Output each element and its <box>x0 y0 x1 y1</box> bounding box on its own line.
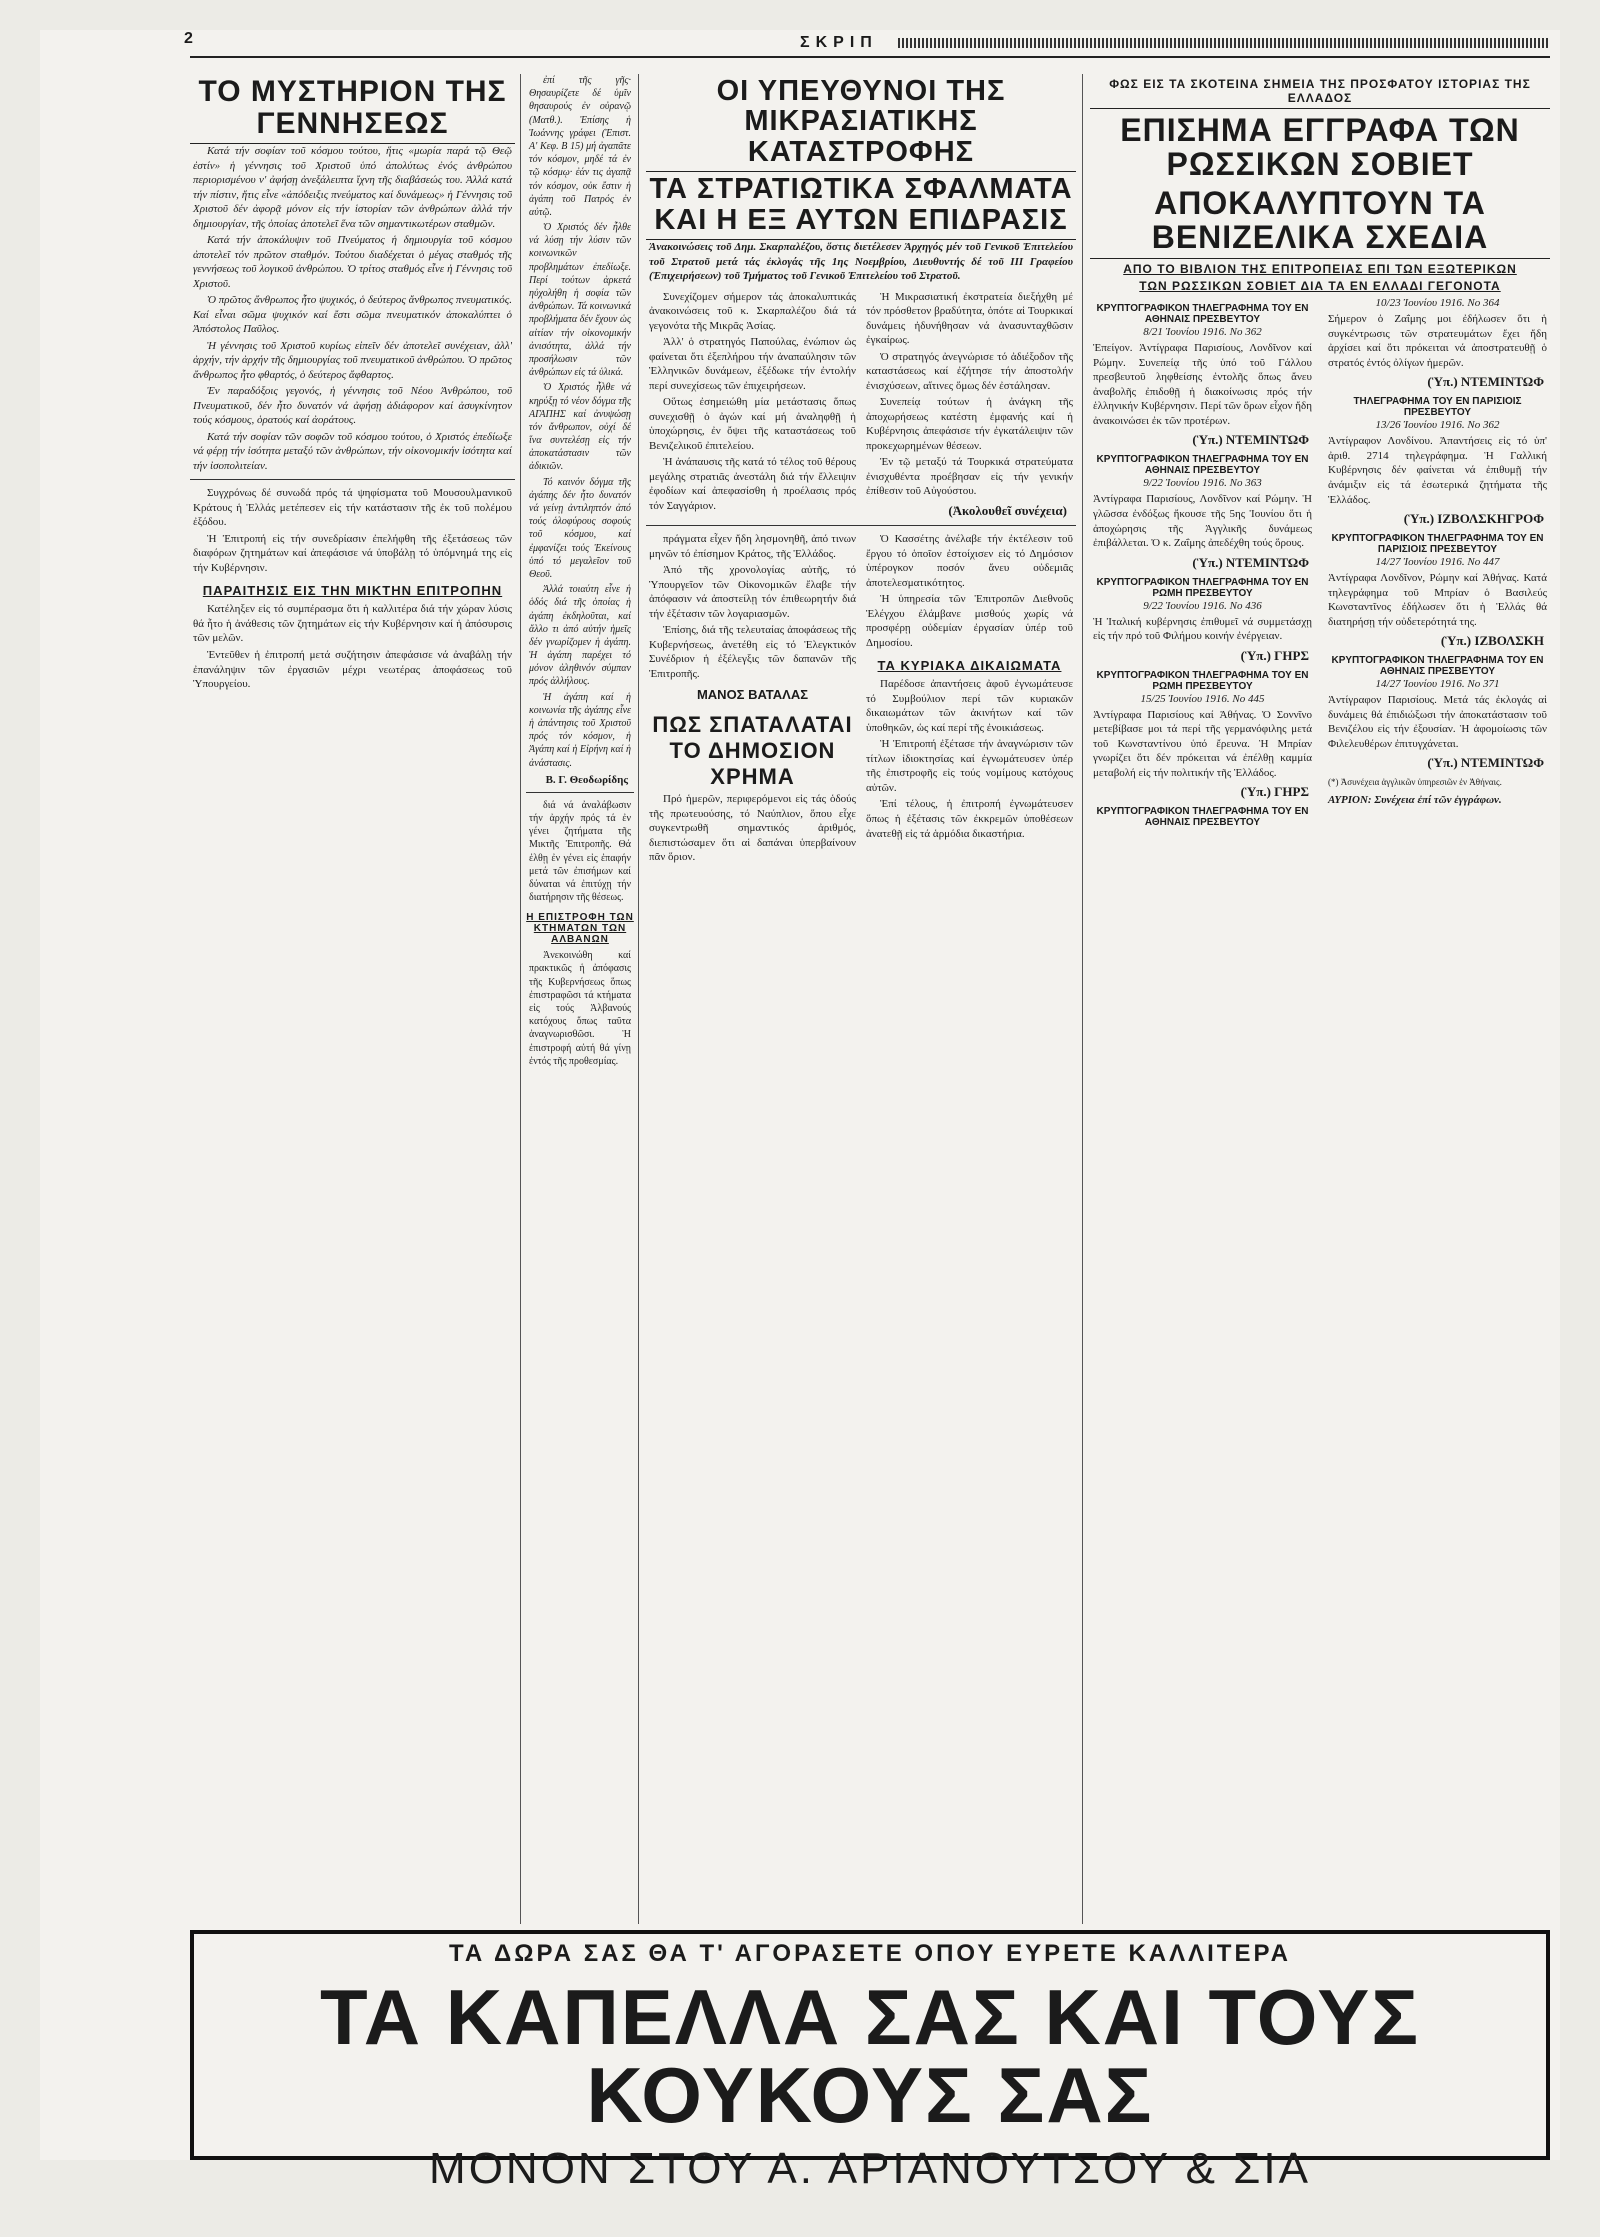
paragraph: Ὁ στρατηγός ἀνεγνώρισε τό ἀδιέξοδον τῆς καταστάσεως καί ἐζήτησε τήν ἀποστολήν ἐνισχύσεων, αἵτινες ὅμως δέν ἐστάλησαν. <box>866 350 1073 392</box>
paragraph: Κατά τήν σοφίαν τῶν σοφῶν τοῦ κόσμου τούτου, ὁ Χριστός ἐπεδίωξε νά φέρῃ τήν ἰσότητα μεταξύ τῶν ἀνθρώπων, τήν οἰκονομικήν ἰσότητα καί τήν ἰσοπολιτείαν. <box>193 430 512 472</box>
article-mystery-of-nativity <box>190 74 515 1924</box>
tomorrow-note: ΑΥΡΙΟΝ: Συνέχεια ἐπί τῶν ἐγγράφων. <box>1328 794 1502 807</box>
cable-signature: (Ὑπ.) ΙΖΒΟΛΣΚΗΓΡΟΦ <box>1403 511 1544 527</box>
footnote: (*) Ἀσυνέχεια ἀγγλικῶν ὑπηρεσιῶν ἐν Ἀθήναις. <box>1328 777 1502 788</box>
divider <box>190 479 515 480</box>
ad-main-text: ΤΑ ΚΑΠΕΛΛΑ ΣΑΣ ΚΑΙ ΤΟΥΣ ΚΟΥΚΟΥΣ ΣΑΣ <box>319 1973 1421 2139</box>
masthead <box>184 30 1550 58</box>
divider <box>526 792 634 793</box>
paragraph: Ἀλλά τοιαύτη εἶνε ἡ ὁδός διά τῆς ὁποίας ἡ ἀγάπη ἐκδηλοῦται, καί ἄλλο τι ἀπό αὐτήν ἡμεῖς δέν γνωρίζομεν ἡ ἀγάπη. Ἡ ἀγάπη παρέχει τό μόνον ἀληθινόν σύμπαν πρός ἀλλήλους. <box>529 584 631 688</box>
column-rule <box>1082 74 1083 1924</box>
cable <box>1090 454 1315 570</box>
paragraph: Ἡ Μικρασιατική ἐκστρατεία διεξήχθη μέ τόν πρόσθετον βραδύτητα, ὁπότε αἱ Τουρκικαί δυνάμεις ἠδυνήθησαν νά ἀνασυνταχθῶσιν ἐγκαίρως. <box>866 290 1073 347</box>
article-body <box>529 949 631 1068</box>
newspaper-page <box>40 30 1560 2193</box>
cable-date: 9/22 Ἰουνίου 1916. Νο 436 <box>1143 599 1262 612</box>
article-kicker: ΦΩΣ ΕΙΣ ΤΑ ΣΚΟΤΕΙΝΑ ΣΗΜΕΙΑ ΤΗΣ ΠΡΟΣΦΑΤΟΥ ΙΣΤΟΡΙΑΣ ΤΗΣ ΕΛΛΑΔΟΣ <box>1090 77 1550 109</box>
paragraph: διά νά ἀναλάβωσιν τήν ἀρχήν πρός τά ἐν γένει ζητήματα τῆς Μικτῆς Ἐπιτροπῆς. Θά ἐλθῃ ἐν γένει εἰς ἐπαφήν μετά τῶν ἐπισήμων καί δύναται νά ἐπιτύχῃ τήν διατήρησιν τῆς θέσεως. <box>529 799 631 904</box>
cable-signature: (Ὑπ.) ΙΖΒΟΛΣΚΗ <box>1440 633 1544 649</box>
paragraph: Οὕτως ἐσημειώθη μία μετάστασις ὅπως συνεχισθῇ ὁ ἀγών καί μή ἀναληφθῇ ἡ ὑποχώρησις, ἐν ὄψει τῆς καταστάσεως τοῦ Βενιζελικοῦ ἐπιτελείου. <box>649 396 856 452</box>
cable-text: Ἀντίγραφον Παρισίους. Μετά τάς ἐκλογάς αἱ δυνάμεις θά ἐπιδιώξωσι τήν ἀποκατάστασιν τοῦ Βενιζέλου εἰς τήν ἐξουσίαν. Ἡ ἀφομοίωσις τῶν Φιλελευθέρων ἐπιτυγχάνεται. <box>1328 694 1547 750</box>
cable-signature: (Ὑπ.) ΝΤΕΜΙΝΤΩΦ <box>1427 755 1544 771</box>
paragraph: Συνεπείᾳ τούτων ἡ ἀνάγκη τῆς ἀποχωρήσεως κατέστη ἐμφανής καί ἡ Κυβέρνησις ἀπεφάσισε τήν ἐγκατάλειψιν τῶν προκεχωρημένων θέσεων. <box>866 396 1073 452</box>
paragraph: Παρέδοσε ἀπαντήσεις ἀφοῦ ἐγνωμάτευσε τό Συμβούλιον περί τῶν κυριακῶν δικαιωμάτων τῶν ἀκινήτων καί τῶν ὑποθηκῶν, ὡς καί περί τῆς ἐνοικιάσεως. <box>866 678 1073 734</box>
section-headline: Η ΕΠΙΣΤΡΟΦΗ ΤΩΝ ΚΤΗΜΑΤΩΝ ΤΩΝ ΑΛΒΑΝΩΝ <box>526 912 634 946</box>
cable-signature: (Ὑπ.) ΝΤΕΜΙΝΤΩΦ <box>1192 554 1309 570</box>
cable-date: 14/27 Ἰουνίου 1916. Νο 371 <box>1375 678 1500 691</box>
article-headline: ΟΙ ΥΠΕΥΘΥΝΟΙ ΤΗΣ ΜΙΚΡΑΣΙΑΤΙΚΗΣ ΚΑΤΑΣΤΡΟΦΗΣ <box>646 74 1076 172</box>
article-headline: ΤΟ ΜΥΣΤΗΡΙΟΝ ΤΗΣ ΓΕΝΝΗΣΕΩΣ <box>190 74 515 144</box>
article-body <box>529 799 631 905</box>
paragraph: Ἡ ἀνάπαυσις τῆς κατά τό τέλος τοῦ θέρους μεγάλης στρατιᾶς ἀνεστάλη διά τήν ἔλλειψιν ἐφοδίων καί ἀπεφασίσθη ἡ προέλασις πρός τόν Σαγγάριον. <box>649 456 856 512</box>
cable-title: ΚΡΥΠΤΟΓΡΑΦΙΚΟΝ ΤΗΛΕΓΡΑΦΗΜΑ ΤΟΥ ΕΝ ΑΘΗΝΑΙΣ ΠΡΕΣΒΕΥΤΟΥ <box>1096 303 1309 326</box>
paragraph: Ἀπό τῆς χρονολογίας αὐτῆς, τό Ὑπουργεῖον τῶν Οἰκονομικῶν ἔλαβε τήν ἀπόφασιν νά ἀποστείλῃ τόν ἐπιθεωρητήν διά τήν ἐξέτασιν τῶν λογαριασμῶν. <box>649 564 856 620</box>
cable-text: Ἐπείγον. Ἀντίγραφα Παρισίους, Λονδῖνον καί Ρώμην. Συνεπείᾳ τῆς ὑπό τοῦ Γάλλου πρεσβευτοῦ ληφθείσης ἐντολῆς ὅπως ἄνευ ἀναβολῆς ἐπιδοθῇ ἡ διακοίνωσις πρός τήν ἑλληνικήν Κυβέρνησιν. Περί τῶν ὅρων εἶχον ἤδη ἀνακοινώσει ἐκ τῶν προτέρων. <box>1093 342 1312 427</box>
paragraph: Συνεχίζομεν σήμερον τάς ἀποκαλυπτικάς ἀνακοινώσεις τοῦ κ. Σκαρπαλέζου διά τά γεγονότα τῆς Μικρᾶς Ἀσίας. <box>649 290 856 332</box>
paragraph: Ὁ Κασσέτης ἀνέλαβε τήν ἐκτέλεσιν τοῦ ἔργου τό ὁποῖον ἐστοίχισεν εἰς τό Δημόσιον ὑπέρογκον ποσόν ἄνευ οὐδεμιᾶς ἀποτελεσματικότητος. <box>866 533 1073 589</box>
cable-signature: (Ὑπ.) ΝΤΕΜΙΝΤΩΦ <box>1427 374 1544 390</box>
paragraph: Συγχρόνως δέ συνωδά πρός τά ψηφίσματα τοῦ Μουσουλμανικοῦ Κράτους ἡ Ἑλλάς μετέπεσεν εἰς τήν κατάστασιν τῆς ἐκ τοῦ πολέμου ἐξόδου. <box>193 487 512 529</box>
article-continuation <box>526 74 634 1924</box>
paragraph: Κατά τήν ἀποκάλυψιν τοῦ Πνεύματος ἡ δημιουργία τοῦ κόσμου ἀποτελεῖ τόν πρῶτον σταθμόν. Τούτου διαδέχεται ὁ μέγας σταθμός τῆς γεννήσεως τοῦ λογικοῦ ἀνθρώπου. Ὁ τρίτος σταθμός εἶνε ἡ Γέννησις τοῦ Χριστοῦ. <box>193 234 512 290</box>
ad-tagline: ΤΑ ΔΩΡΑ ΣΑΣ ΘΑ Τ' ΑΓΟΡΑΣΕΤΕ ΟΠΟΥ ΕΥΡΕΤΕ ΚΑΛΛΙΤΕΡΑ <box>448 1940 1292 1967</box>
paragraph: Ἡ Ἐπιτροπή εἰς τήν συνεδρίασιν ἐπελήφθη τῆς ἐξετάσεως τῶν διαφόρων ζητημάτων καί ἀπεφάσισε νά ὑποβάλῃ τό ὑπόμνημά της εἰς τήν Κυβέρνησιν. <box>193 532 512 574</box>
divider <box>646 525 1076 526</box>
cable-text: Ἀντίγραφα Παρισίους, Λονδῖνον καί Ρώμην. Ἡ γλῶσσα ἐνδόξως ἤκουσε τῆς 5ης Ἰουνίου ὅτι ἡ ἀποχώρησις τῆς Ἀγγλικῆς δυνάμεως ἐπιβάλλεται. Ὁ κ. Ζαΐμης ἀπεδέχθη τούς ὅρους. <box>1093 493 1312 550</box>
hat-shop-advertisement <box>190 1930 1550 2193</box>
article-spending <box>649 532 1073 865</box>
paragraph: Ἐπίσης, διά τῆς τελευταίας ἀποφάσεως τῆς Κυβερνήσεως, ἀνετέθη εἰς τό Ἐλεγκτικόν Συνέδριον ἡ ἐξέλεγξις τῶν δαπανῶν τῆς Ἐπιτροπῆς. <box>649 624 856 680</box>
cable-text: Ἀντίγραφον Λονδίνου. Ἀπαντήσεις εἰς τό ὑπ' ἀριθ. 2714 τηλεγράφημα. Ἡ Γαλλική Κυβέρνησις δέν φαίνεται νά ἐπιθυμῇ τήν ἀνάμιξιν εἰς τά ἐσωτερικά ζητήματα τῆς Ἑλλάδος. <box>1328 435 1547 506</box>
cable <box>1090 303 1315 448</box>
article-body <box>529 74 631 770</box>
article-subhead: ΑΠΟ ΤΟ ΒΙΒΛΙΟΝ ΤΗΣ ΕΠΙΤΡΟΠΕΙΑΣ ΕΠΙ ΤΩΝ ΕΞΩΤΕΡΙΚΩΝ <box>1123 262 1517 277</box>
cable <box>1090 670 1315 801</box>
paragraph: Ἡ ὑπηρεσία τῶν Ἐπιτροπῶν Διεθνοῦς Ἐλέγχου ἐλάμβανε μισθούς χωρίς νά προσφέρῃ οὐδεμίαν ἐργασίαν ὑπέρ τοῦ Δημοσίου. <box>866 593 1073 649</box>
cable-text: Ἀντίγραφα Λονδῖνον, Ρώμην καί Ἀθήνας. Κατά τηλεγράφημα τοῦ Μπρίαν ὁ Βασιλεύς Κωνσταντῖνος ἐδήλωσεν ὅτι ἡ Ἑλλάς θά διατηρήσῃ τήν οὐδετερότητά της. <box>1328 572 1547 628</box>
ad-shop-name: ΜΟΝΟΝ ΣΤΟΥ Α. ΑΡΙΑΝΟΥΤΣΟΥ & ΣΙΑ <box>429 2144 1311 2193</box>
cable-text: Ἡ Ἰταλική κυβέρνησις ἐπιθυμεῖ νά συμμετάσχῃ εἰς τήν πρό τοῦ Φιλήμου κοινήν ἐνέργειαν. <box>1093 615 1312 643</box>
cable-date: 8/21 Ἰουνίου 1916. Νο 362 <box>1143 326 1262 339</box>
cable-title: ΚΡΥΠΤΟΓΡΑΦΙΚΟΝ ΤΗΛΕΓΡΑΦΗΜΑ ΤΟΥ ΕΝ ΡΩΜΗ ΠΡΕΣΒΕΥΤΟΥ <box>1096 669 1309 692</box>
paragraph: Ἀλλ' ὁ στρατηγός Παπούλας, ἐνώπιον ὡς φαίνεται ὅτι ἐξεπλήρου τήν ἀναπαύλησιν τῶν Ἑλληνικῶν δυνάμεων, ἐξέδωκε τήν ἐντολήν περί συνεχίσεως τῶν ἐπιχειρήσεων. <box>649 336 856 392</box>
paragraph: Ὁ Χριστός δέν ἦλθε νά λύσῃ τήν λύσιν τῶν κοινωνικῶν προβλημάτων ἐπεδίωξε. Περί τούτων ἀρκετά ηὐχολήθη ἡ σοφία τῶν ἀνθρώπων. Τά κοινωνικά προβλήματα δέν ἔχουν ὡς αἰτίαν τήν οἰκονομικήν ἀνισότητα, ἀλλά τήν προσήλωσιν τῶν ἀνθρώπων εἰς τά ὑλικά. <box>529 222 631 379</box>
paper-name: ΣΚΡΙΠ <box>800 34 878 51</box>
paragraph: Τό καινόν δόγμα τῆς ἀγάπης δέν ἦτο δυνατόν νά γείνῃ ἀντιληπτόν ἀπό τούς ὁλοφύρους σοφούς τοῦ κόσμου, καί ἐμφανίζει τούς Ἐκείνους ὑπό τό μεγαλεῖον τοῦ Θεοῦ. <box>529 476 631 580</box>
cable-date: 9/22 Ἰουνίου 1916. Νο 363 <box>1143 477 1262 490</box>
article-body <box>193 486 512 575</box>
cable-signature: (Ὑπ.) ΓΗΡΣ <box>1240 784 1309 800</box>
paragraph: Ἐν τῷ μεταξύ τά Τουρκικά στρατεύματα ἐνισχυθέντα προέβησαν εἰς τήν γενικήν ἐπίθεσιν τοῦ Αὐγούστου. <box>866 456 1073 498</box>
cable-title: ΚΡΥΠΤΟΓΡΑΦΙΚΟΝ ΤΗΛΕΓΡΑΦΗΜΑ ΤΟΥ ΕΝ ΠΑΡΙΣΙΟΙΣ ΠΡΕΣΒΕΥΤΟΥ <box>1331 533 1544 556</box>
cable-text: Σήμερον ὁ Ζαΐμης μοι ἐδήλωσεν ὅτι ἡ συγκέντρωσις τῶν στρατευμάτων ἔχει ἤδη ἀρχίσει καί ὅτι πρόκειται νά ἀποστρατευθῇ ὁ στρατός ἐντός ὀλίγων ἡμερῶν. <box>1328 313 1547 369</box>
cable-signature: (Ὑπ.) ΓΗΡΣ <box>1240 647 1309 663</box>
cable-title: ΚΡΥΠΤΟΓΡΑΦΙΚΟΝ ΤΗΛΕΓΡΑΦΗΜΑ ΤΟΥ ΕΝ ΑΘΗΝΑΙΣ ΠΡΕΣΒΕΥΤΟΥ <box>1096 454 1309 477</box>
cable <box>1090 577 1315 664</box>
paragraph: Ἡ Ἐπιτροπή ἐξέτασε τήν ἀναγνώρισιν τῶν τίτλων ἰδιοκτησίας καί ἐγνωμάτευσεν ὑπέρ τῆς ἐπιστροφῆς εἰς τούς νομίμους κατόχους αὐτῶν. <box>866 738 1073 794</box>
cable-text: Ἀντίγραφα Παρισίους καί Ἀθήνας. Ὁ Σοννῖνο μετεβίβασε μοι τά περί τῆς γερμανόφιλης μετά τοῦ Κωνσταντίνου ὑπό ἔρευνα. Ἡ Μπρίαν γνωρίζει ὅτι δέν πρόκειται νά ἐπέλθῃ καμμία μεταβολή εἰς τήν πολιτικήν τῆς Ἑλλάδος. <box>1093 708 1312 779</box>
section-headline: ΠΩΣ ΣΠΑΤΑΛΑΤΑΙ ΤΟ ΔΗΜΟΣΙΟΝ ΧΡΗΜΑ <box>652 712 853 790</box>
paragraph: Ὁ πρῶτος ἄνθρωπος ἦτο ψυχικός, ὁ δεύτερος ἄνθρωπος πνευματικός. Καί εἶναι σῶμα ψυχικόν καί ἔστι σῶμα πνευματικόν ἀποκαλύπτει ὁ Ἀπόστολος Παῦλος. <box>193 294 512 336</box>
article-intro: Ἀνακοινώσεις τοῦ Δημ. Σκαρπαλέζου, ὅστις διετέλεσεν Ἀρχηγός μέν τοῦ Γενικοῦ Ἐπιτελείου τοῦ Στρατοῦ μετά τάς ἐκλογάς τῆς 1ης Νοεμβρίου, Διευθυντής δέ τοῦ ΙΙΙ Γραφείου (Ἐπιχειρήσεων) τοῦ Τμήματος τοῦ Γενικοῦ Ἐπιτελείου τοῦ Στρατοῦ. <box>649 241 1073 283</box>
paragraph: Ἀνεκοινώθη καί πρακτικῶς ἡ ἀπόφασις τῆς Κυβερνήσεως ὅπως ἐπιστραφῶσι τά κτήματα εἰς τούς Ἀλβανούς κατόχους ὅπως ταῦτα ἀναγνωρισθῶσι. Ἡ ἐπιστροφή αὐτή θά γίνῃ ἐντός τῆς προθεσμίας. <box>529 950 631 1067</box>
cable-title: ΚΡΥΠΤΟΓΡΑΦΙΚΟΝ ΤΗΛΕΓΡΑΦΗΜΑ ΤΟΥ ΕΝ ΡΩΜΗ ΠΡΕΣΒΕΥΤΟΥ <box>1096 576 1309 599</box>
paragraph: Ἡ γέννησις τοῦ Χριστοῦ κυρίως εἰπεῖν δέν ἀποτελεῖ συνέχειαν, ἀλλ' ἀρχήν, τήν ἀρχήν τῆς δημιουργίας τοῦ πνευματικοῦ ἀνθρώπου. Ὁ πρῶτος ἄνθρωπος ἦτο φθαρτός, ὁ δεύτερος ἄφθαρτος. <box>193 339 512 381</box>
masthead-rule <box>898 38 1550 48</box>
article-body <box>193 144 512 473</box>
article-headline: ΕΠΙΣΗΜΑ ΕΓΓΡΑΦΑ ΤΩΝ ΡΩΣΣΙΚΩΝ ΣΟΒΙΕΤ <box>1120 112 1520 182</box>
column-rule <box>638 74 639 1924</box>
page-number: 2 <box>184 30 193 47</box>
paragraph: πράγματα εἶχεν ἤδη λησμονηθῆ, ἀπό τινων μηνῶν τό ἐπίσημον Κράτος, τῆς Ἑλλάδος. <box>649 533 856 560</box>
article-subheadline: ΑΠΟΚΑΛΥΠΤΟΥΝ ΤΑ ΒΕΝΙΖΕΛΙΚΑ ΣΧΕΔΙΑ <box>1090 185 1550 259</box>
signature: Β. Γ. Θεοδωρίδης <box>545 773 628 786</box>
paragraph: Ἡ ἀγάπη καί ἡ κοινωνία τῆς ἀγάπης εἶνε ἡ ἀπάντησις τοῦ Χριστοῦ πρός τόν κόσμον, ἡ Ἀγάπη καί ἡ Εἰρήνη καί ἡ ἀνάστασις. <box>529 691 631 769</box>
section-headline: ΤΑ ΚΥΡΙΑΚΑ ΔΙΚΑΙΩΜΑΤΑ <box>877 658 1062 674</box>
cable-signature: (Ὑπ.) ΝΤΕΜΙΝΤΩΦ <box>1192 432 1309 448</box>
paragraph: Κατέληξεν εἰς τό συμπέρασμα ὅτι ἡ καλλιτέρα διά τήν χώραν λύσις θά ἦτο ἡ ἀνάθεσις τῶν ζητημάτων εἰς τήν Κυβέρνησιν καί ἡ ἀπόσυρσις τῶν μελῶν. <box>193 603 512 645</box>
column-rule <box>520 74 521 1924</box>
cable <box>1325 655 1550 771</box>
continued-note: (Ἀκολουθεῖ συνέχεια) <box>948 502 1067 518</box>
article-body <box>649 290 1073 519</box>
cable-date: 10/23 Ἰουνίου 1916. Νο 364 <box>1375 297 1500 310</box>
article-soviet-documents <box>1090 74 1550 1924</box>
cable-title: ΚΡΥΠΤΟΓΡΑΦΙΚΟΝ ΤΗΛΕΓΡΑΦΗΜΑ ΤΟΥ ΕΝ ΑΘΗΝΑΙΣ ΠΡΕΣΒΕΥΤΟΥ <box>1331 655 1544 678</box>
cable-date: 13/26 Ἰουνίου 1916. Νο 362 <box>1375 419 1500 432</box>
cable <box>1325 396 1550 527</box>
paragraph: ἐπί τῆς γῆς· Θησαυρίζετε δέ ὑμῖν θησαυρούς ἐν οὐρανῷ (Ματθ.). Ἐπίσης ἡ Ἰωάννης γράφει (Ἐπιστ. Α' Κεφ. Β 15) μή ἀγαπᾶτε τόν κόσμον, μηδέ τά ἐν τῷ κόσμῳ· ἐάν τις ἀγαπᾷ τόν κόσμον, οὐκ ἔστιν ἡ ἀγάπη τοῦ Πατρός ἐν αὐτῷ. <box>529 75 631 218</box>
cable-date: 15/25 Ἰουνίου 1916. Νο 445 <box>1140 692 1265 705</box>
article-subheadline: ΤΑ ΣΤΡΑΤΙΩΤΙΚΑ ΣΦΑΛΜΑΤΑ ΚΑΙ Η ΕΞ ΑΥΤΩΝ ΕΠΙΔΡΑΣΙΣ <box>646 172 1076 240</box>
cable-title: ΤΗΛΕΓΡΑΦΗΜΑ ΤΟΥ ΕΝ ΠΑΡΙΣΙΟΙΣ ΠΡΕΣΒΕΥΤΟΥ <box>1353 396 1522 419</box>
paragraph: Ἐν παραδόξοις γεγονός, ἡ γέννησις τοῦ Νέου Ἀνθρώπου, τοῦ Πνευματικοῦ, δέν ἦτο δυνατόν νά ἀφήσῃ ἀδιάφορον καί ἀσυγκίνητον τούς κόσμους, ὁρατούς καί ἀοράτους. <box>193 385 512 427</box>
section-headline: ΠΑΡΑΙΤΗΣΙΣ ΕΙΣ ΤΗΝ ΜΙΚΤΗΝ ΕΠΙΤΡΟΠΗΝ <box>202 583 503 599</box>
cables-list <box>1090 297 1550 828</box>
paragraph: Κατά τήν σοφίαν τοῦ κόσμου τούτου, ἥτις «μωρία παρά τῷ Θεῷ ἐστίν» ἡ γέννησις τοῦ Χριστοῦ ὑπό ἀπολύτως ἐνός ἀνθρώπου περιορισμένου ν' ἀφήσῃ ἀνεξάλειπτα ἴχνη τῆς διαβάσεώς του. Ἀλλά κατά τήν πίστιν, ἥτις εἶνε «ἀπόδειξις πνεύματος καί δυνάμεως» ἡ Γέννησις τοῦ Χριστοῦ δέν ἀφορᾷ μόνον εἰς τήν ἱστορίαν τῶν ἀνθρώπων ἀλλά τήν δημιουργίαν, τῆς ὁποίας ἀποτελεῖ ἕνα τῶν σημαντικωτέρων σταθμῶν. <box>193 145 512 230</box>
article-subhead: ΤΩΝ ΡΩΣΣΙΚΩΝ ΣΟΒΙΕΤ ΔΙΑ ΤΑ ΕΝ ΕΛΛΑΔΙ ΓΕΓΟΝΟΤΑ <box>1139 279 1501 294</box>
article-asia-minor-catastrophe <box>646 74 1076 1924</box>
paragraph: Ἐπί τέλους, ἡ ἐπιτροπή ἐγνωμάτευσεν ὅπως ἡ ἐξέτασις τῶν ἐκκρεμῶν ὑποθέσεων ἀνατεθῇ εἰς τά ἁρμόδια δικαστήρια. <box>866 798 1073 840</box>
paragraph: Ἐντεῦθεν ἡ ἐπιτροπή μετά συζήτησιν ἀπεφάσισε νά ἀναβάλῃ τήν ἐπανάληψιν τῶν ἐργασιῶν μέχρι νεωτέρας ἀποφάσεως τοῦ Ὑπουργείου. <box>193 648 512 691</box>
paragraph: Πρό ἡμερῶν, περιφερόμενοι εἰς τάς ὁδούς τῆς πρωτευούσης, τό Ναύπλιον, ὅπου εἶχε συγκεντρωθῆ σημαντικός ἀριθμός, διεπιστώσαμεν ὅτι αἱ δαπάναι ὑπερβαίνουν πᾶν ὅριον. <box>649 793 856 864</box>
paragraph: Ὁ Χριστός ἦλθε νά κηρύξῃ τό νέον δόγμα τῆς ΑΓΑΠΗΣ καί ἀνυψώσῃ τόν ἄνθρωπον, οὐχί δέ ἵνα συντελέσῃ εἰς τήν ἀποκατάστασιν τῶν ἀδικιῶν. <box>529 382 631 473</box>
cable-title: ΚΡΥΠΤΟΓΡΑΦΙΚΟΝ ΤΗΛΕΓΡΑΦΗΜΑ ΤΟΥ ΕΝ ΑΘΗΝΑΙΣ ΠΡΕΣΒΕΥΤΟΥ <box>1096 806 1309 829</box>
cable-date: 14/27 Ἰουνίου 1916. Νο 447 <box>1375 556 1500 569</box>
cable <box>1325 533 1550 649</box>
byline: ΜΑΝΟΣ ΒΑΤΑΛΑΣ <box>696 687 809 703</box>
article-body <box>193 602 512 691</box>
